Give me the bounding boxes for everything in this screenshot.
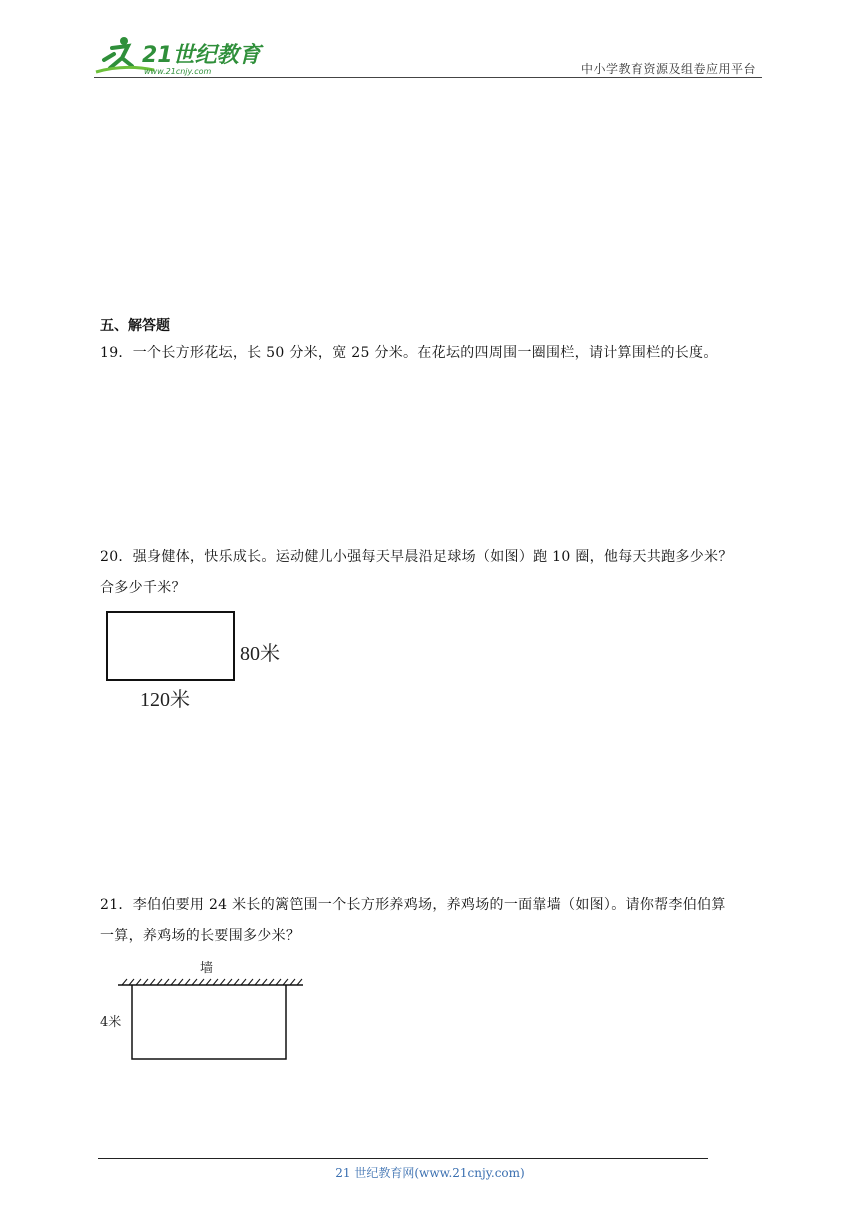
header-divider	[94, 77, 762, 78]
chicken-coop-figure	[96, 955, 316, 1067]
section-title: 五、解答题	[100, 318, 170, 334]
coop-fence	[132, 985, 286, 1059]
question-text-continued: 一算，养鸡场的长要围多少米？	[100, 928, 301, 944]
site-logo	[94, 34, 264, 78]
question-21	[100, 890, 770, 952]
header-tagline: 中小学教育资源及组卷应用平台	[580, 62, 756, 76]
logo-text: 21世纪教育	[142, 43, 261, 68]
question-20	[100, 542, 770, 604]
football-field-figure	[100, 605, 300, 715]
question-text: 李伯伯要用 24 米长的篱笆围一个长方形养鸡场，养鸡场的一面靠墙（如图）。请你帮李伯伯算	[132, 897, 726, 913]
runner-logo-icon	[94, 34, 264, 78]
question-text: 一个长方形花坛，长 50 分米，宽 25 分米。在花坛的四周围一圈围栏，请计算围栏的长度。	[132, 345, 718, 361]
question-text-continued: 合多少千米？	[100, 580, 186, 596]
question-line	[100, 338, 770, 369]
field-width-label: 80米	[240, 643, 280, 665]
question-text: 强身健体，快乐成长。运动健儿小强每天早晨沿足球场（如图）跑 10 圈，他每天共跑多少米？	[132, 549, 733, 565]
side-length-label: 4米	[100, 1015, 122, 1030]
footer-link[interactable]: 21 世纪教育网(www.21cnjy.com)	[335, 1166, 525, 1180]
question-line	[100, 542, 770, 573]
field-rectangle	[107, 612, 234, 680]
wall-label: 墙	[200, 961, 214, 976]
question-number: 19．	[100, 345, 133, 361]
logo-url: www.21cnjy.com	[144, 67, 212, 76]
question-number: 21．	[100, 897, 133, 913]
field-length-label: 120米	[140, 689, 190, 711]
question-number: 20．	[100, 549, 133, 565]
question-19	[100, 338, 770, 369]
wall-hatching	[122, 979, 302, 985]
footer-divider	[98, 1158, 708, 1159]
question-line	[100, 890, 770, 921]
